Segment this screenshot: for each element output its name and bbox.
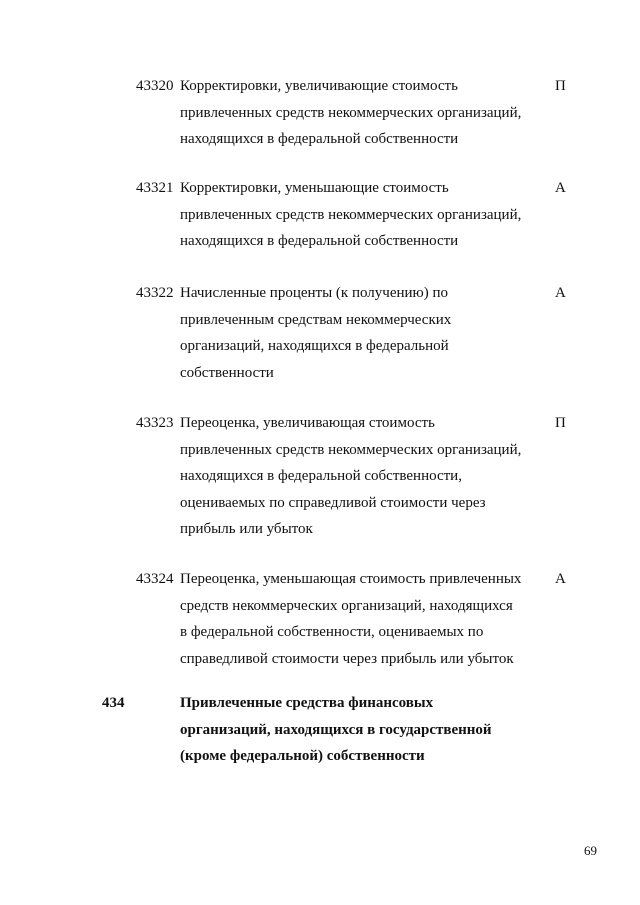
- description-line: Корректировки, уменьшающие стоимость: [180, 180, 449, 196]
- description-line: в федеральной собственности, оцениваемых по: [180, 624, 484, 640]
- description-line: Корректировки, увеличивающие стоимость: [180, 78, 458, 94]
- description-line: средств некоммерческих организаций, находящихся: [180, 597, 513, 614]
- account-code: 43320: [136, 78, 174, 94]
- description-line: находящихся в федеральной собственности: [180, 131, 459, 147]
- description-line: привлеченным средствам некоммерческих: [180, 311, 452, 328]
- account-type-mark: П: [555, 415, 566, 431]
- account-code: 43321: [136, 180, 174, 196]
- description-line: оцениваемых по справедливой стоимости через: [180, 494, 486, 511]
- account-description: [180, 175, 532, 255]
- description-line: Начисленные проценты (к получению) по: [180, 285, 449, 301]
- description-line: находящихся в федеральной собственности: [180, 233, 459, 249]
- description-line: (кроме федеральной) собственности: [180, 748, 425, 764]
- description-line: привлеченных средств некоммерческих организаций,: [180, 104, 522, 121]
- description-line: справедливой стоимости через прибыль или убыток: [180, 650, 514, 667]
- description-line: прибыль или убыток: [180, 521, 313, 537]
- description-line: привлеченных средств некоммерческих организаций,: [180, 441, 522, 458]
- description-line: Переоценка, уменьшающая стоимость привлеченных: [180, 571, 522, 587]
- account-type-mark: А: [555, 285, 566, 301]
- account-code: 43323: [136, 415, 174, 431]
- description-line: Переоценка, увеличивающая стоимость: [180, 415, 435, 431]
- page-number: 69: [584, 843, 597, 858]
- account-description: [180, 280, 532, 386]
- description-line: привлеченных средств некоммерческих организаций,: [180, 206, 522, 223]
- group-code: 434: [102, 695, 125, 711]
- description-line: Привлеченные средства финансовых: [180, 695, 434, 711]
- account-description: [180, 73, 532, 153]
- description-line: собственности: [180, 364, 274, 381]
- account-type-mark: А: [555, 180, 566, 196]
- description-line: организаций, находящихся в государственной: [180, 721, 492, 738]
- account-description: [180, 566, 532, 672]
- account-code: 43324: [136, 571, 174, 587]
- account-type-mark: П: [555, 78, 566, 94]
- description-line: организаций, находящихся в федеральной: [180, 338, 449, 354]
- account-description: [180, 410, 532, 543]
- group-description: [180, 690, 532, 770]
- account-type-mark: А: [555, 571, 566, 587]
- account-code: 43322: [136, 285, 174, 301]
- description-line: находящихся в федеральной собственности,: [180, 468, 462, 484]
